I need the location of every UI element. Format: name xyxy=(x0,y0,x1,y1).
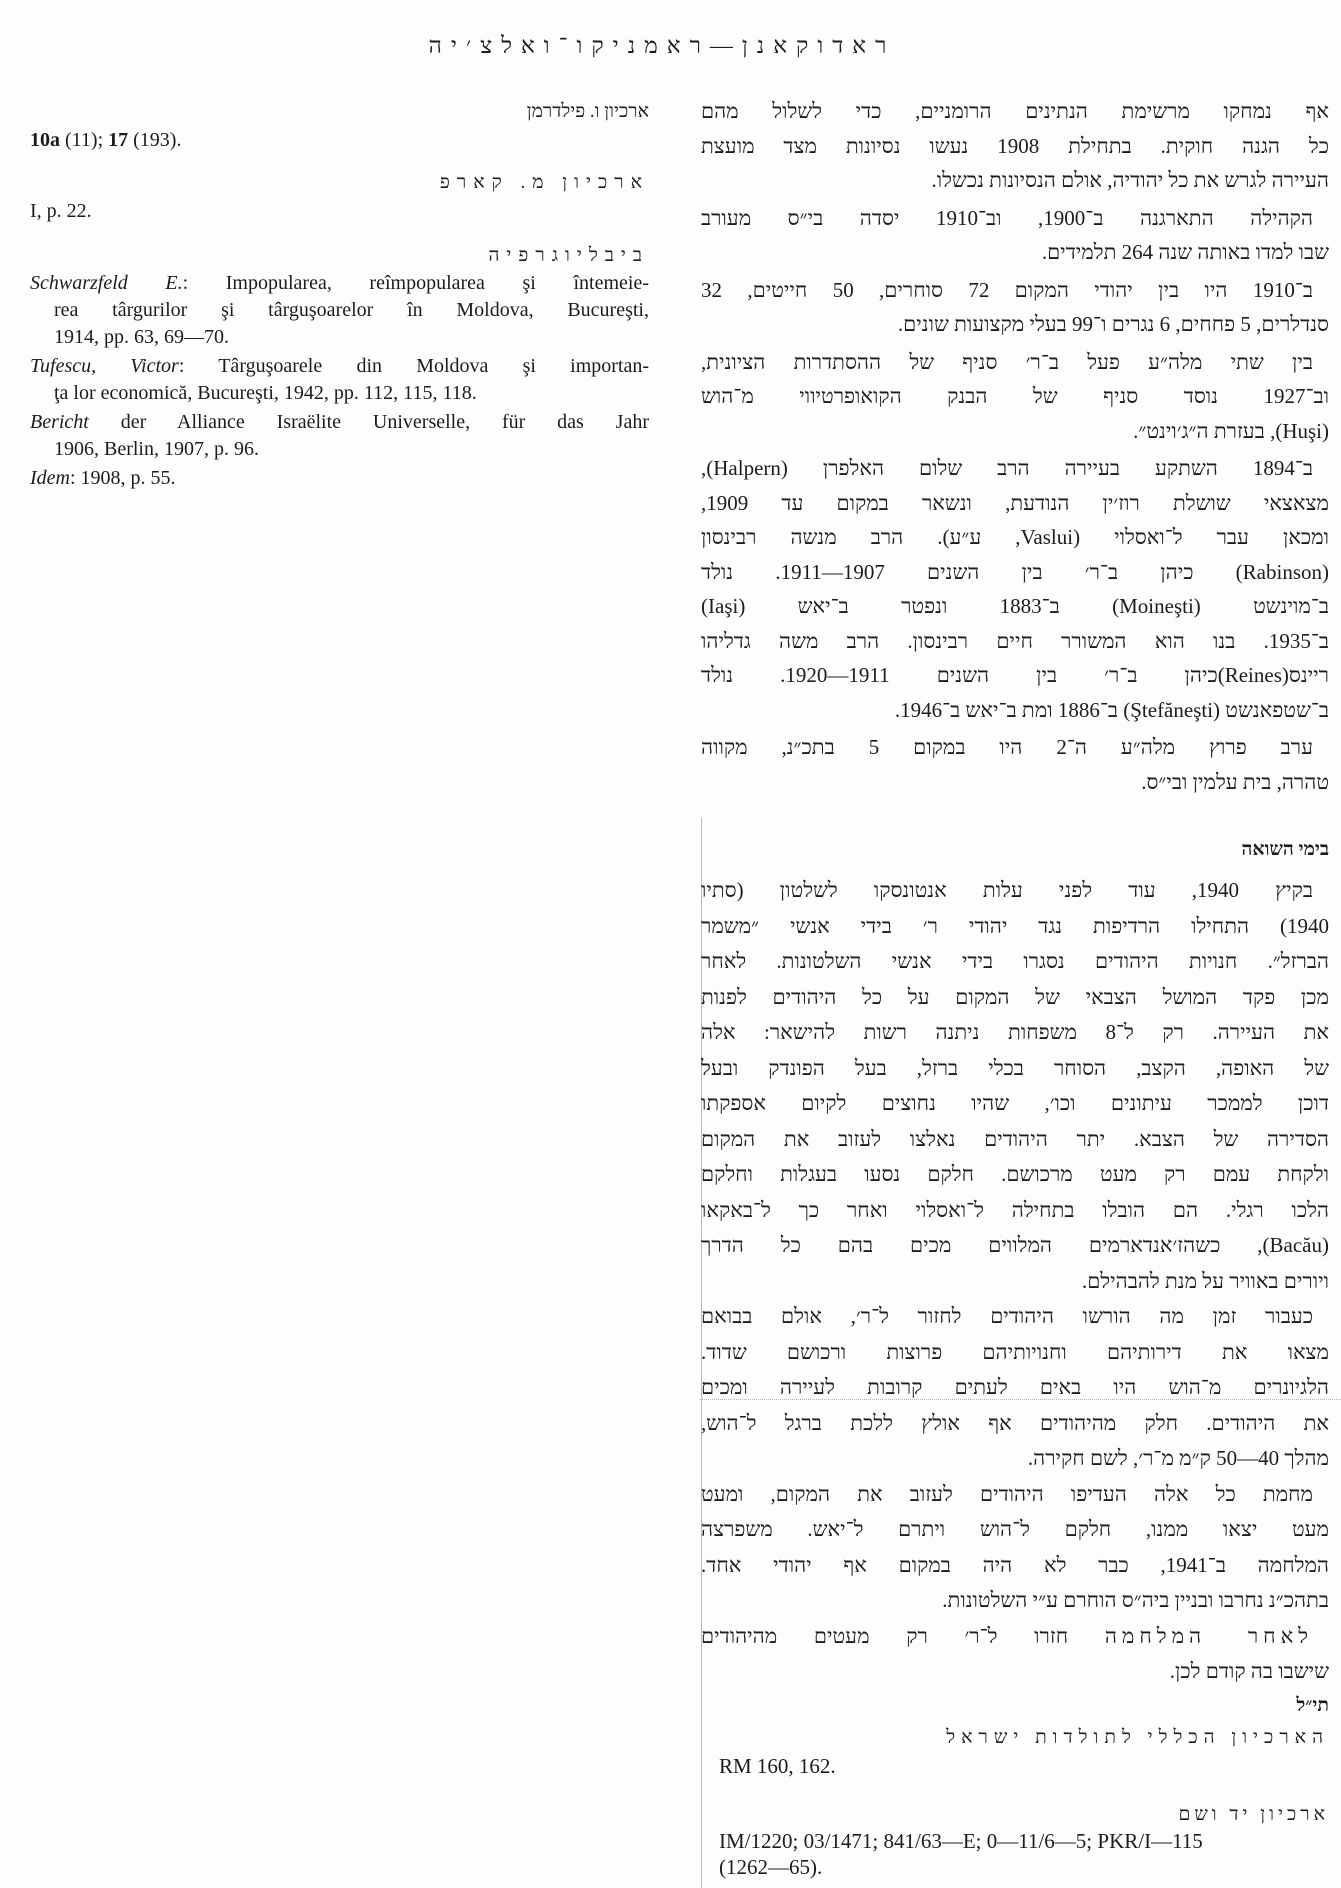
bibliography-line: 1914, pp. 63, 69—70. xyxy=(54,326,229,348)
general-archive-title: הארכיון הכללי לתולדות ישראל xyxy=(946,1727,1329,1748)
paragraph xyxy=(701,345,1329,449)
text-line: כל הגנה חוקית. בתחילת 1908 נעשו נסיונות מצד מועצת xyxy=(701,133,1329,158)
text-line: הברזל״. חנויות היהודים נסגרו בידי אנשי השלטונות. לאחר xyxy=(701,949,1329,973)
text-line: דוכן לממכר עיתונים וכו׳, שהיו נחוצים לקיום אספקתו xyxy=(701,1091,1329,1115)
text-line: אף נמחקו מרשימת הנתינים הרומניים, כדי לשלול מהם xyxy=(701,99,1329,123)
text-line: ולקחת עמם רק מעט מרכושם. חלקם נסעו בעגלות וחלקם xyxy=(701,1162,1329,1186)
bibliography-entry xyxy=(30,409,649,463)
bibliography-first-line xyxy=(30,270,649,297)
text-line: ב־1894 השתקע בעיירה הרב שלום האלפרן (Halpern), xyxy=(701,456,1313,480)
text-line: הלכו רגלי. הם הובלו בתחילה ל־ואסלוי ואחר כך ל־באקאו xyxy=(701,1197,1329,1222)
paragraph xyxy=(701,451,1329,727)
text-line: בין שתי מלה״ע פעל ב־ר׳ סניף של ההסתדרות הציונית, xyxy=(701,349,1313,374)
text-line: ריינס(Reines)כיהן ב־ר׳ בין השנים 1911—1920. נולד xyxy=(701,663,1329,687)
bibliography-entry xyxy=(30,270,649,351)
text-line: (Rabinson) כיהן ב־ר׳ בין השנים 1907—1911. נולד xyxy=(701,559,1329,584)
bibliography-author: Idem xyxy=(30,467,70,489)
yad-vashem-archive-title: ארכיון יד ושם xyxy=(1178,1804,1329,1825)
emphasis-text: לאחר המלחמה xyxy=(1104,1623,1313,1648)
paragraph xyxy=(701,1299,1329,1477)
bibliography-list xyxy=(30,270,649,492)
holocaust-section xyxy=(701,873,1329,1690)
karp-archive-title: ארכיון מ. קארפ xyxy=(439,172,649,193)
bibliography-first-line xyxy=(30,353,649,380)
yad-vashem-archive-ref: IM/1220; 03/1471; 841/63—E; 0—11/6—5; PKR/I—115 xyxy=(719,1829,1203,1853)
left-column xyxy=(30,98,649,492)
bibliography-first-line xyxy=(30,409,649,436)
paragraph xyxy=(701,94,1329,198)
bibliography-entry xyxy=(30,353,649,407)
text-line: בתהכ״נ נחרבו ובניין ביה״ס הוחרם ע״י השלטונות. xyxy=(942,1588,1329,1612)
text-line: מעט יצאו ממנו, חלקם ל־הוש ויתרם ל־יאש. משפרצה xyxy=(701,1517,1329,1541)
text-line: (Bacău), כשהז׳אנדארמים המלווים מכים בהם כל הדרך xyxy=(701,1233,1329,1257)
text-line: של האופה, הקצב, הסוחר בכלי ברזל, בעל הפונדק ובעל xyxy=(701,1055,1329,1080)
bibliography-author: Tufescu, Victor xyxy=(30,355,179,377)
page-header: ראדוקאנן—ראמניקו־ואלצ׳יה xyxy=(428,33,896,58)
bibliography-text: : 1908, p. 55. xyxy=(69,467,176,489)
line-text: חזרו ל־ר׳ רק מעטים מהיהודים xyxy=(701,1623,1105,1648)
paragraph xyxy=(701,873,1329,1299)
bibliography-continuation xyxy=(30,297,649,351)
text-line: ערב פרוץ מלה״ע ה־2 היו במקום 5 בתכ״נ, מקווה xyxy=(701,735,1313,759)
paragraph xyxy=(701,273,1329,342)
paragraph xyxy=(701,1477,1329,1619)
ref-part: (193). xyxy=(128,129,182,151)
text-line: 1940) התחילו הרדיפות נגד יהודי ר׳ בידי אנשי ״משמר xyxy=(701,913,1329,938)
text-line: הסדירה של הצבא. יתר היהודים נאלצו לעזוב את המקום xyxy=(701,1126,1329,1151)
bibliography-continuation xyxy=(30,436,649,463)
text-line: את היהודים. חלק מהיהודים אף אולץ ללכת ברגל ל־הוש, xyxy=(701,1410,1329,1435)
bibliography-title: ביבליוגרפיה xyxy=(488,245,649,266)
bibliography-author: Schwarzfeld E. xyxy=(30,272,183,294)
ref-bold-part: 10a xyxy=(30,129,60,151)
bibliography-text: : Târguşoarele din Moldova şi importan- xyxy=(178,355,650,377)
text-line: המלחמה ב־1941, כבר לא היה במקום אף יהודי אחד. xyxy=(701,1552,1329,1577)
holocaust-section-heading: בימי השואה xyxy=(1241,839,1329,860)
bibliography-line: 1906, Berlin, 1907, p. 96. xyxy=(54,438,259,460)
bibliography-continuation xyxy=(30,380,649,407)
text-line: ב־מוינשט (Moineşti) ב־1883 ונפטר ב־יאש (Iaşi) xyxy=(701,594,1329,618)
bibliography-entry xyxy=(30,465,649,492)
text-line: (Huşi), בעזרת ה״ג׳וינט״. xyxy=(1133,418,1329,443)
bibliography-text: der Alliance Israëlite Universelle, für das Jahr xyxy=(88,411,649,433)
bibliography-first-line xyxy=(30,465,649,492)
text-line: מהלך 40—50 ק״מ מ־ר׳, לשם חקירה. xyxy=(1027,1446,1329,1470)
text-line: מכן פקד המושל הצבאי של המקום על כל היהודים לפנות xyxy=(701,984,1329,1009)
holocaust-paragraphs xyxy=(701,873,1329,1619)
ref-part: (11); xyxy=(60,129,109,151)
closing-paragraph xyxy=(701,1619,1329,1690)
paragraph xyxy=(701,730,1329,799)
paragraph xyxy=(701,201,1329,270)
text-line: מחמת כל אלה העדיפו היהודים לעזוב את המקום, ומעט xyxy=(701,1481,1313,1506)
text-line: וב־1927 נוסד סניף של הבנק הקואופרטיווי מ־הוש xyxy=(701,384,1329,408)
sources-heading: תי״ל xyxy=(1296,1695,1329,1716)
text-line: שבו למדו באותה שנה 264 תלמידים. xyxy=(1041,240,1329,264)
text-line: מצאו את דירותיהם וחנויותיהם פרוצות ורכושם שדוד. xyxy=(701,1339,1329,1364)
yad-vashem-archive-ref: (1262—65). xyxy=(719,1855,823,1879)
text-line: טהרה, בית עלמין ובי״ס. xyxy=(1141,769,1329,794)
text-line: ב־1910 היו בין יהודי המקום 72 סוחרים, 50 חייטים, 32 xyxy=(701,277,1313,302)
text-line: ויורים באוויר על מנת להבהילם. xyxy=(1081,1268,1329,1293)
text-line: מצאצאי שושלת רוז׳ין הנודעת, ונשאר במקום עד 1909, xyxy=(701,490,1329,515)
text-line xyxy=(701,1619,1329,1655)
text-line: הלגיונרים מ־הוש היו באים לעתים קרובות לעיירה ומכים xyxy=(701,1375,1329,1399)
text-line: הקהילה התארגנה ב־1900, וב־1910 יסדה בי״ס מעורב xyxy=(701,205,1313,230)
feldman-archive-title: ארכיון ו. פילדרמן xyxy=(526,101,649,122)
text-line: כעבור זמן מה הורשו היהודים לחזור ל־ר׳, אולם בבואם xyxy=(701,1304,1313,1328)
bibliography-text: : Impopularea, reîmpopularea şi întemeie- xyxy=(182,272,649,294)
bibliography-author: Bericht xyxy=(30,411,89,433)
text-line: ב־1935. בנו הוא המשורר חיים רבינסון. הרב משה גדליהו xyxy=(701,628,1329,653)
bibliography-line: rea târgurilor şi târguşoarelor în Moldova, Bucureşti, xyxy=(54,299,649,321)
right-column-intro xyxy=(701,94,1329,799)
text-line: סנדלרים, 5 פחחים, 6 נגרים ו־99 בעלי מקצועות שונים. xyxy=(897,312,1329,336)
general-archive-ref: RM 160, 162. xyxy=(719,1754,836,1778)
feldman-archive-ref xyxy=(30,126,649,154)
text-line: ב־שטפאנשט (Ştefăneşti) ב־1886 ומת ב־יאש ב־1946. xyxy=(894,697,1329,722)
karp-archive-ref: I, p. 22. xyxy=(30,200,92,222)
text-line: ומכאן עבר ל־ואסלוי (Vaslui, ע״ע). הרב מנשה רבינסון xyxy=(701,525,1330,549)
text-line: העיירה לגרש את כל יהודיה, אולם הנסיונות נכשלו. xyxy=(931,168,1329,192)
bibliography-line: ţa lor economică, Bucureşti, 1942, pp. 112, 115, 118. xyxy=(54,382,477,404)
text-line: את העיירה. רק ל־8 משפחות ניתנה רשות להישאר: אלה xyxy=(701,1020,1329,1044)
text-line: בקיץ 1940, עוד לפני עלות אנטונסקו לשלטון (סתיו xyxy=(701,878,1313,902)
ref-bold-part: 17 xyxy=(108,129,129,151)
text-line: שישבו בה קודם לכן. xyxy=(1169,1659,1329,1683)
